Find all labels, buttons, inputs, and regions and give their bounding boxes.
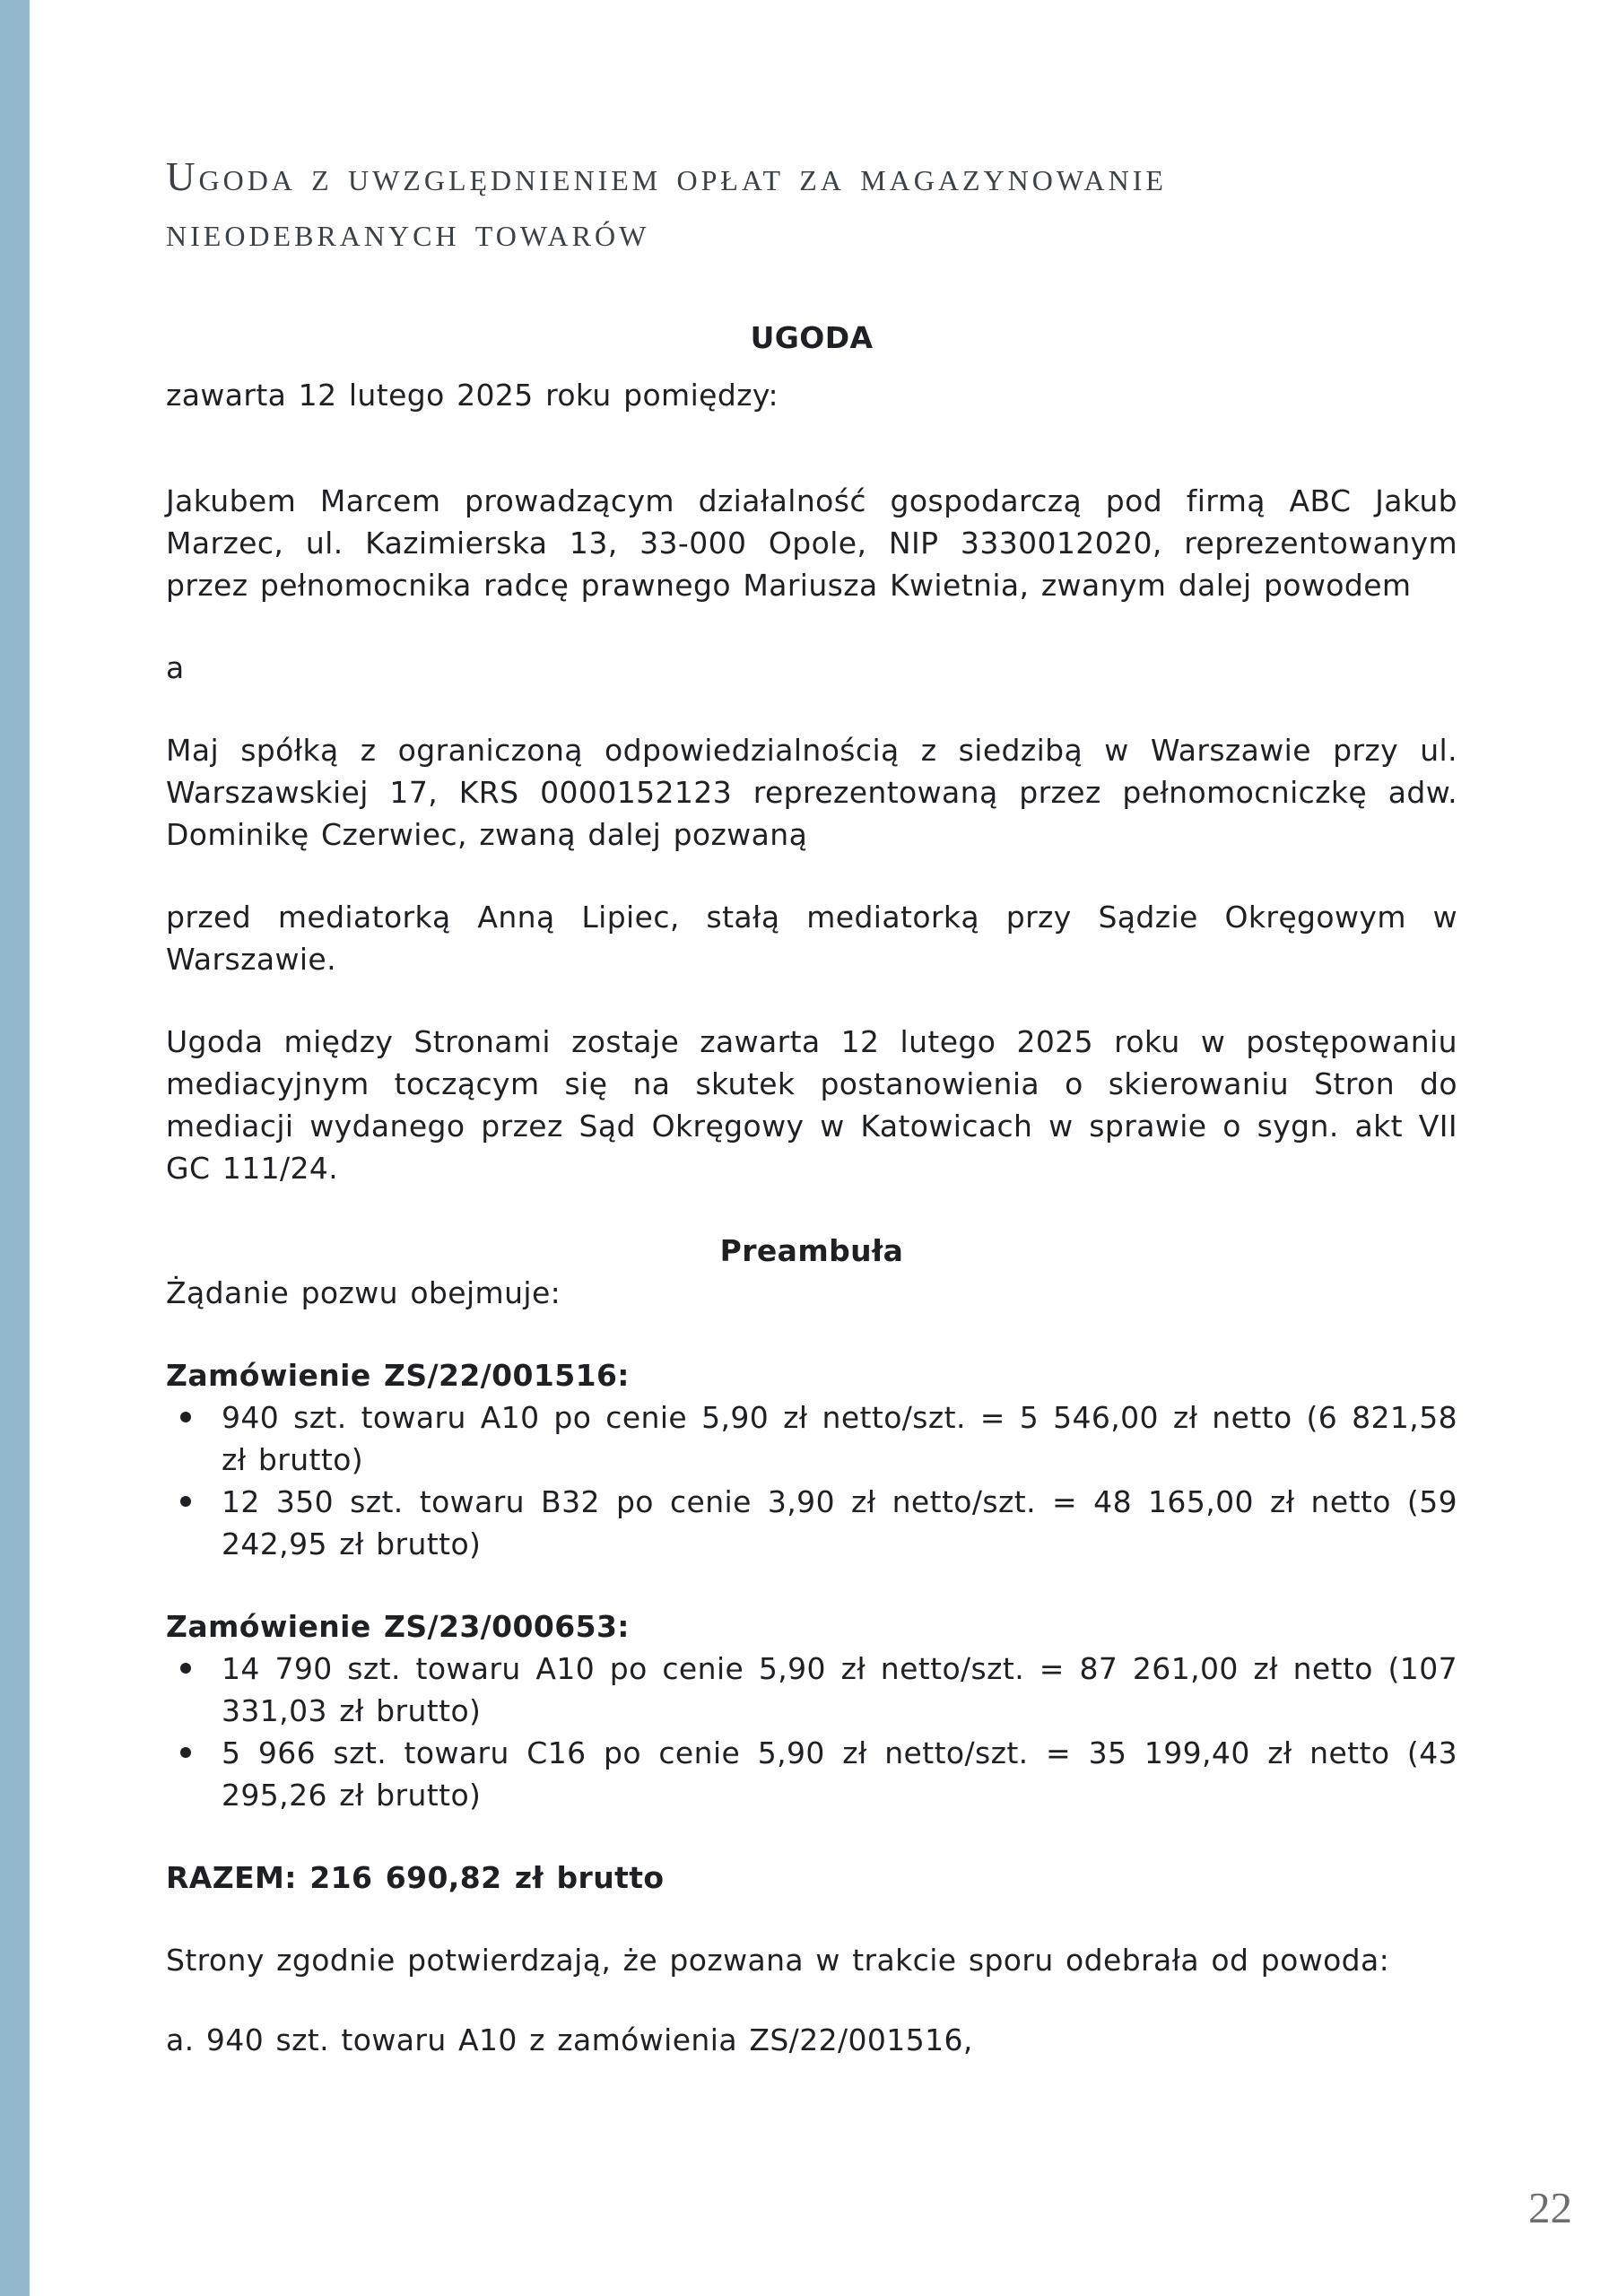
defendant-paragraph: Maj spółką z ograniczoną odpowiedzialnością z siedzibą w Warszawie przy ul. Warszawskiej 17, KRS 0000152123 reprezentowaną przez pełnomocniczkę adw. Dominikę Czerwiec, zwaną dalej pozwaną — [166, 733, 1457, 852]
preamble-heading: Preambuła — [719, 1233, 904, 1268]
received-item-a: a. 940 szt. towaru A10 z zamówienia ZS/22/001516, — [166, 2022, 973, 2057]
order-1-heading: Zamówienie ZS/22/001516: — [166, 1358, 630, 1393]
plaintiff-paragraph: Jakubem Marcem prowadzącym działalność gospodarczą pod firmą ABC Jakub Marzec, ul. Kazimierska 13, 33-000 Opole, NIP 3330012020, reprezentowanym przez pełnomocnika radcę prawnego Mariusza Kwietnia, zwanym dalej powodem — [166, 483, 1457, 603]
order-2-item-2: 5 966 szt. towaru C16 po cenie 5,90 zł netto/szt. = 35 199,40 zł netto (43 295,26 zł brutto) — [166, 1732, 1457, 1816]
document-title-line-2: nieodebranych towarów — [166, 210, 650, 255]
order-1-item-2: 12 350 szt. towaru B32 po cenie 3,90 zł netto/szt. = 48 165,00 zł netto (59 242,95 zł brutto) — [166, 1481, 1457, 1565]
conjunction-a: a — [166, 650, 185, 685]
left-accent-bar — [0, 0, 30, 2296]
confirmation-paragraph: Strony zgodnie potwierdzają, że pozwana w trakcie sporu odebrała od powoda: — [166, 1943, 1390, 1978]
order-2-list — [166, 1648, 1457, 1816]
settlement-date-paragraph: Ugoda między Stronami zostaje zawarta 12 lutego 2025 roku w postępowaniu mediacyjnym toczącym się na skutek postanowienia o skierowaniu Stron do mediacji wydanego przez Sąd Okręgowy w Katowicach w sprawie o sygn. akt VII GC 111/24. — [166, 1024, 1457, 1186]
document-content — [166, 0, 1457, 2061]
document-title — [166, 149, 1457, 260]
document-title-line-1: Ugoda z uwzględnieniem opłat za magazynowanie — [166, 154, 1167, 199]
mediator-paragraph: przed mediatorką Anną Lipiec, stałą mediatorką przy Sądzie Okręgowym w Warszawie. — [166, 900, 1457, 977]
order-1-item-1: 940 szt. towaru A10 po cenie 5,90 zł netto/szt. = 5 546,00 zł netto (6 821,58 zł brutto) — [166, 1396, 1457, 1481]
total-line: RAZEM: 216 690,82 zł brutto — [166, 1860, 665, 1895]
order-1-list — [166, 1396, 1457, 1565]
agreement-heading: UGODA — [750, 320, 874, 355]
order-2-heading: Zamówienie ZS/23/000653: — [166, 1609, 630, 1644]
order-2-item-1: 14 790 szt. towaru A10 po cenie 5,90 zł netto/szt. = 87 261,00 zł netto (107 331,03 zł brutto) — [166, 1648, 1457, 1732]
claim-intro-line: Żądanie pozwu obejmuje: — [166, 1275, 561, 1310]
agreement-intro-line: zawarta 12 lutego 2025 roku pomiędzy: — [166, 378, 779, 413]
page-number: 22 — [1528, 2183, 1572, 2232]
